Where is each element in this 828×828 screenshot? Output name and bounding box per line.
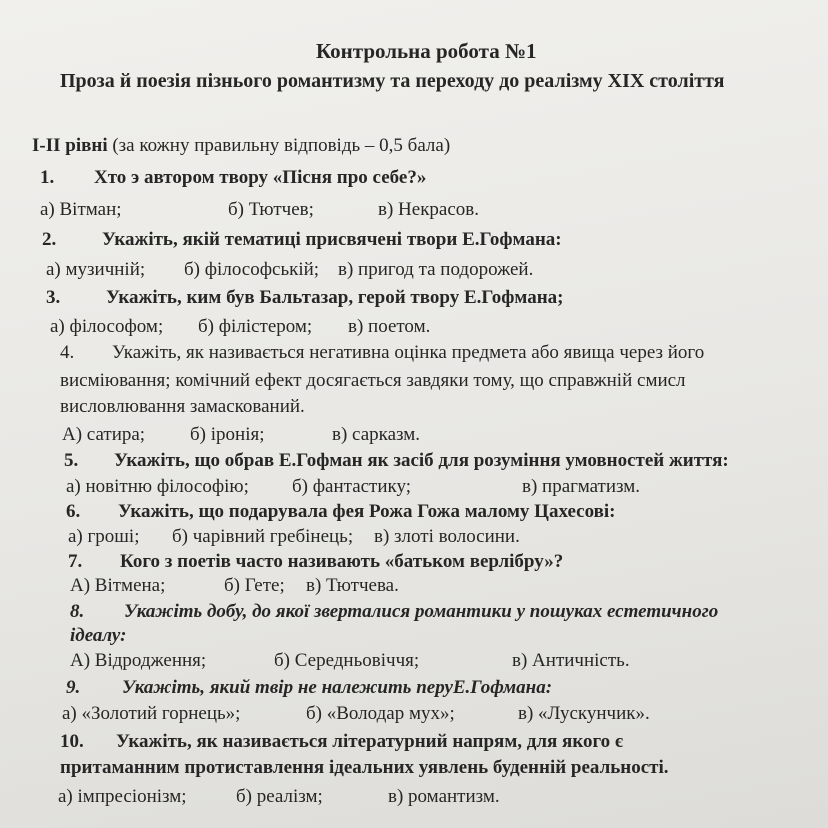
question-number: 4. — [60, 342, 75, 363]
question-5 — [64, 450, 729, 472]
answer-option: А) Вітмена; — [70, 575, 166, 596]
question-2 — [42, 229, 562, 251]
answer-option: в) сарказм. — [332, 424, 421, 445]
answer-option: в) прагматизм. — [522, 476, 641, 497]
answer-option: б) реалізм; — [236, 786, 323, 807]
answer-option: б) філософській; — [184, 259, 320, 280]
answer-option: а) імпресіонізм; — [58, 786, 187, 807]
question-10-line-2: притаманним протиставлення ідеальних уявлень буденній реальності. — [60, 757, 669, 778]
question-number: 5. — [64, 450, 79, 471]
answer-option: в) «Лускунчик». — [518, 703, 650, 724]
question-10 — [60, 731, 623, 753]
question-text-line: Укажіть, як називається негативна оцінка предмета або явища через його — [112, 342, 705, 363]
answer-option: а) гроші; — [68, 526, 140, 547]
page-subtitle: Проза й поезія пізнього романтизму та переходу до реалізму XIX століття — [60, 70, 725, 92]
question-8-line-2: ідеалу: — [70, 625, 127, 646]
question-text: Кого з поетів часто називають «батьком верлібру»? — [120, 551, 564, 572]
question-text: Хто э автором твору «Пісня про себе?» — [94, 167, 427, 188]
answer-option: б) Середньовіччя; — [274, 650, 420, 671]
question-9 — [66, 677, 552, 699]
question-1 — [40, 167, 426, 189]
question-number: 9. — [66, 677, 81, 698]
answer-option: б) чарівний гребінець; — [172, 526, 354, 547]
question-text: Укажіть, що обрав Е.Гофман як засіб для розуміння умовностей життя: — [114, 450, 729, 471]
answer-option: б) іронія; — [190, 424, 265, 445]
question-4-line-3: висловлювання замаскований. — [60, 396, 305, 417]
question-text: Укажіть, ким був Бальтазар, герой твору Е.Гофмана; — [106, 287, 564, 308]
answer-option: а) «Золотий горнець»; — [62, 703, 241, 724]
question-3 — [46, 287, 564, 309]
question-number: 2. — [42, 229, 57, 250]
levels-heading: І-ІІ рівні — [32, 135, 108, 156]
question-6 — [66, 501, 615, 523]
answer-option: б) філістером; — [198, 316, 313, 337]
answer-option: а) Вітман; — [40, 199, 122, 220]
question-4-line-2: висміювання; комічний ефект досягається завдяки тому, що справжній смисл — [60, 370, 686, 391]
answer-option: А) Відродження; — [70, 650, 207, 671]
answer-option: в) Некрасов. — [378, 199, 480, 220]
question-number: 3. — [46, 287, 61, 308]
question-text: Укажіть, якій тематиці присвячені твори Е.Гофмана: — [102, 229, 562, 250]
answer-option: в) пригод та подорожей. — [338, 259, 534, 280]
levels-note: (за кожну правильну відповідь – 0,5 бала) — [112, 135, 451, 156]
answer-option: в) Тютчева. — [306, 575, 399, 596]
answer-option: в) романтизм. — [388, 786, 500, 807]
question-number: 7. — [68, 551, 83, 572]
question-number: 1. — [40, 167, 55, 188]
answer-option: б) Тютчев; — [228, 199, 314, 220]
answer-option: А) сатира; — [62, 424, 146, 445]
levels-line — [32, 135, 450, 157]
answer-option: в) Античність. — [512, 650, 630, 671]
answer-option: в) злоті волосини. — [374, 526, 520, 547]
question-text-line: Укажіть, як називається літературний напрям, для якого є — [116, 731, 624, 752]
answer-option: б) фантастику; — [292, 476, 412, 497]
answer-option: б) Гете; — [224, 575, 285, 596]
question-number: 8. — [70, 601, 85, 622]
question-number: 10. — [60, 731, 84, 752]
question-4 — [60, 342, 704, 364]
question-7 — [68, 551, 563, 573]
question-number: 6. — [66, 501, 81, 522]
answer-option: в) поетом. — [348, 316, 431, 337]
answer-option: б) «Володар мух»; — [306, 703, 455, 724]
answer-option: а) музичній; — [46, 259, 146, 280]
question-text: Укажіть, який твір не належить перуЕ.Гофмана: — [122, 677, 553, 698]
question-text-line: Укажіть добу, до якої зверталися романтики у пошуках естетичного — [124, 601, 719, 622]
question-text: Укажіть, що подарувала фея Рожа Гожа малому Цахесові: — [118, 501, 616, 522]
question-8 — [70, 601, 718, 623]
answer-option: а) філософом; — [50, 316, 164, 337]
answer-option: а) новітню філософію; — [66, 476, 249, 497]
page-title: Контрольна робота №1 — [316, 39, 537, 63]
